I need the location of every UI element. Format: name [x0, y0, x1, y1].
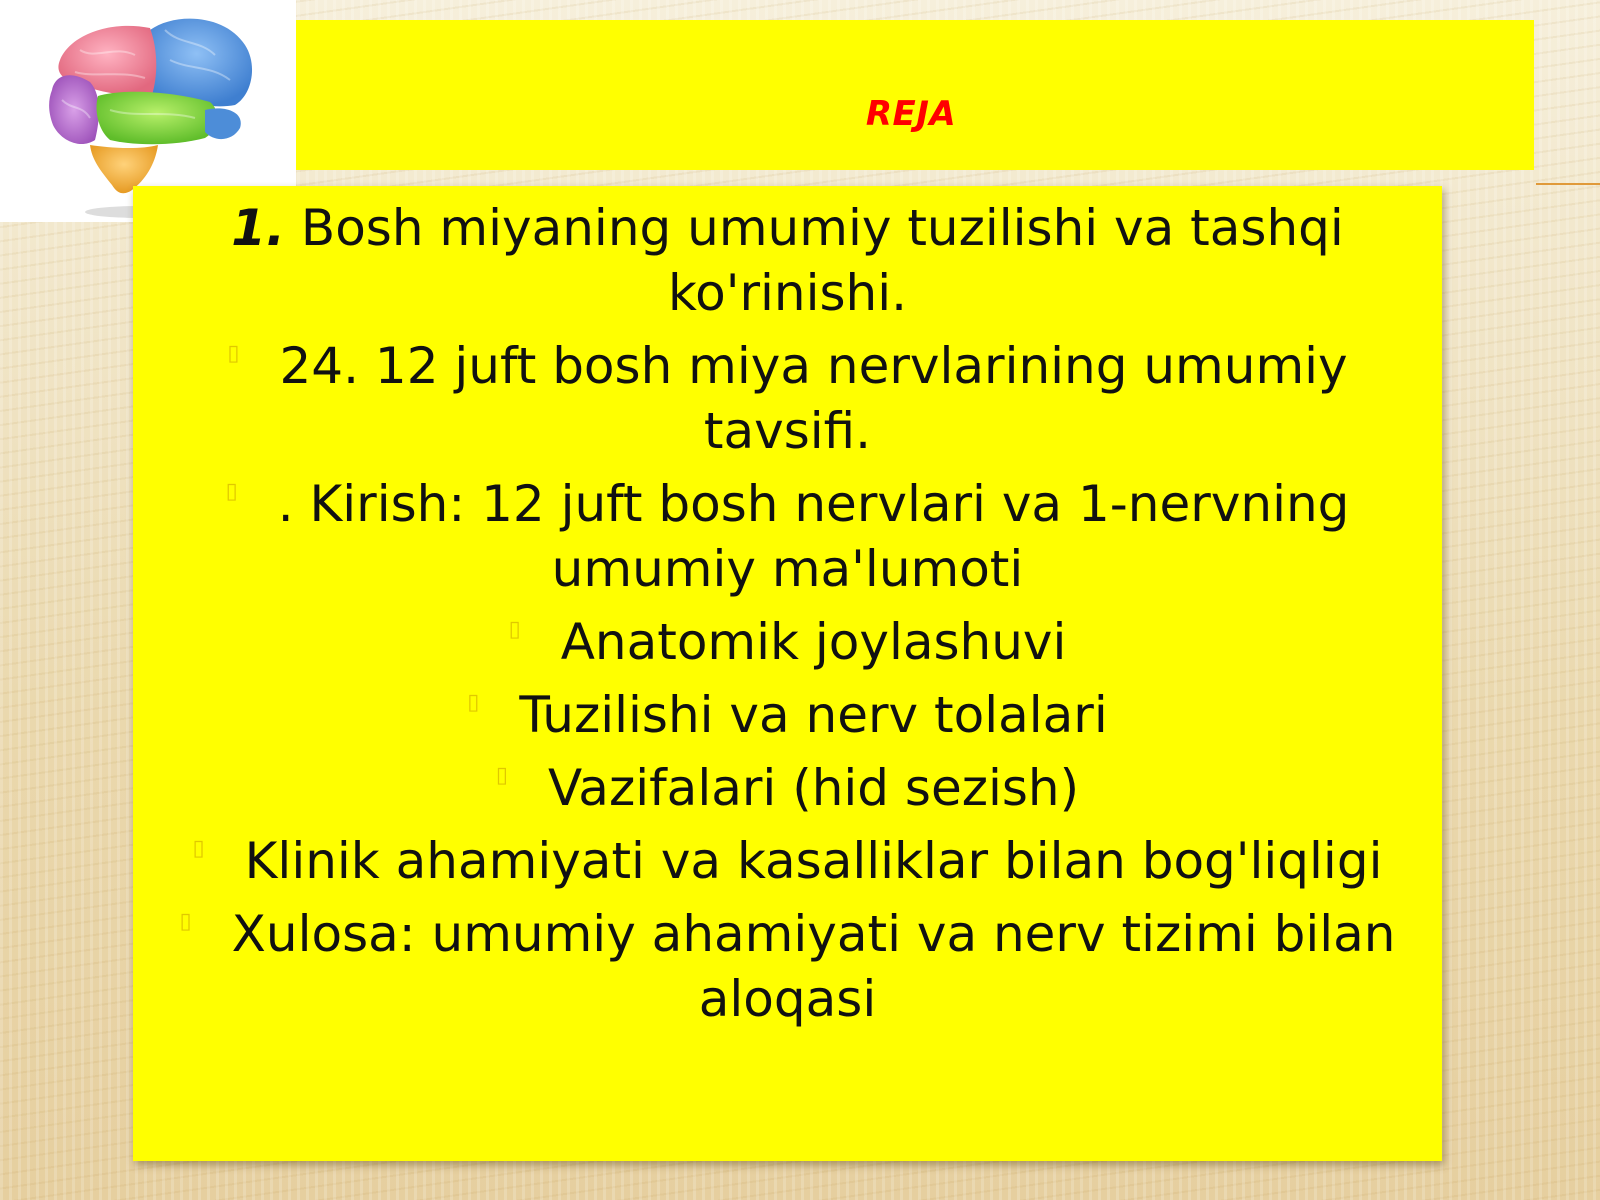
plan-item-text: Klinik ahamiyati va kasalliklar bilan bog'liqligi [244, 832, 1383, 890]
plan-item [173, 610, 1402, 675]
plan-item-number: 1. [231, 199, 285, 257]
plan-item [173, 756, 1402, 821]
bullet-icon: ▯ [508, 617, 521, 642]
plan-item [173, 683, 1402, 748]
bullet-icon: ▯ [495, 763, 508, 788]
plan-item-text: Bosh miyaning umumiy tuzilishi va tashqi ko'rinishi. [285, 199, 1344, 322]
bullet-icon: ▯ [467, 690, 480, 715]
plan-item-text: Vazifalari (hid sezish) [547, 759, 1080, 817]
plan-panel [133, 186, 1442, 1161]
plan-item-text: . Kirish: 12 juft bosh nervlari va 1-nervning umumiy ma'lumoti [277, 475, 1350, 598]
plan-item [173, 902, 1402, 1032]
plan-item [173, 196, 1402, 326]
bullet-icon: ▯ [225, 479, 238, 504]
bullet-icon: ▯ [192, 836, 205, 861]
plan-item-text: Xulosa: umumiy ahamiyati va nerv tizimi bilan aloqasi [231, 905, 1396, 1028]
slide-title: REJA [865, 94, 957, 134]
plan-item-text: Tuzilishi va nerv tolalari [519, 686, 1108, 744]
title-band [288, 20, 1534, 170]
plan-item [173, 334, 1402, 464]
plan-item-text: Anatomik joylashuvi [560, 613, 1067, 671]
plan-list [173, 196, 1402, 1040]
bullet-icon: ▯ [227, 341, 240, 366]
decorative-rule [1536, 183, 1600, 185]
bullet-icon: ▯ [179, 909, 192, 934]
plan-item [173, 829, 1402, 894]
plan-item-text: 24. 12 juft bosh miya nervlarining umumiy tavsifi. [279, 337, 1348, 460]
plan-item [173, 472, 1402, 602]
